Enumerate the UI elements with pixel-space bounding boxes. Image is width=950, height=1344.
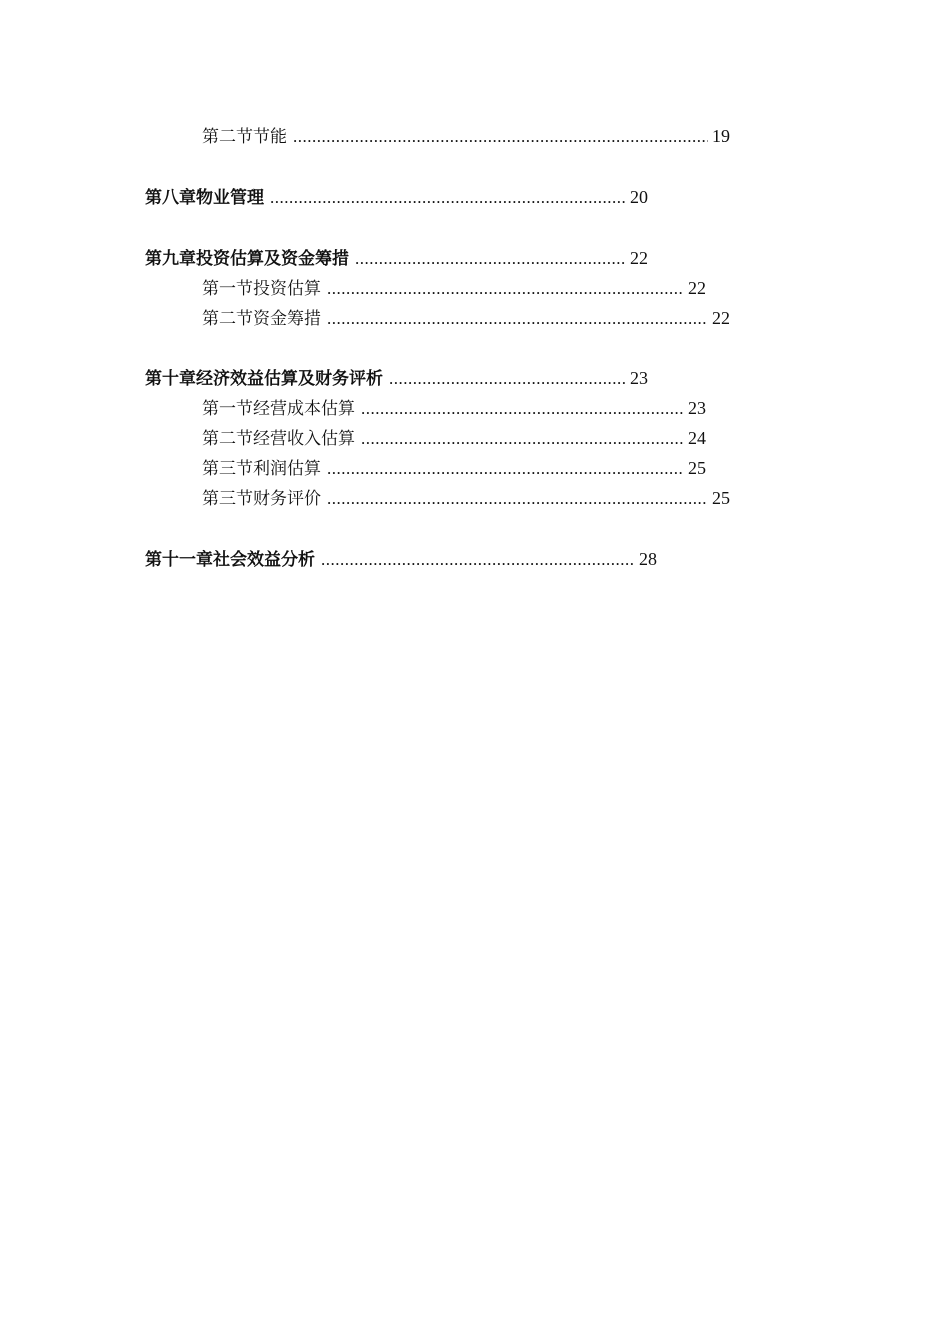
toc-entry-number: 第一节 xyxy=(202,399,253,419)
toc-dot-leader xyxy=(293,124,708,150)
toc-dot-leader xyxy=(327,456,684,482)
toc-dot-leader xyxy=(327,276,684,302)
toc-entry-page: 20 xyxy=(630,187,648,207)
toc-entry-section[interactable] xyxy=(202,455,706,481)
toc-entry-number: 第三节 xyxy=(202,489,253,509)
toc-entry-number: 第二节 xyxy=(202,127,253,147)
toc-entry-title: 利润估算 xyxy=(253,459,321,479)
toc-dot-leader xyxy=(321,547,635,573)
toc-entry-number: 第二节 xyxy=(202,309,253,329)
toc-entry-title: 社会效益分析 xyxy=(213,550,315,570)
toc-entry-section[interactable] xyxy=(202,305,730,331)
toc-entry-title: 经营成本估算 xyxy=(253,399,355,419)
toc-entry-title: 经营收入估算 xyxy=(253,429,355,449)
toc-entry-title: 资金筹措 xyxy=(253,309,321,329)
toc-entry-page: 24 xyxy=(688,428,706,448)
toc-entry-title: 投资估算及资金筹措 xyxy=(196,249,349,269)
toc-dot-leader xyxy=(355,246,626,272)
toc-entry-page: 22 xyxy=(712,308,730,328)
toc-entry-section[interactable] xyxy=(202,395,706,421)
toc-entry-page: 23 xyxy=(630,368,648,388)
toc-entry-title: 节能 xyxy=(253,127,287,147)
toc-entry-section[interactable] xyxy=(202,425,706,451)
toc-dot-leader xyxy=(327,306,708,332)
toc-entry-title: 财务评价 xyxy=(253,489,321,509)
toc-entry-title: 物业管理 xyxy=(196,188,264,208)
toc-dot-leader xyxy=(270,185,626,211)
toc-entry-page: 23 xyxy=(688,398,706,418)
toc-dot-leader xyxy=(327,486,708,512)
toc-entry-chapter[interactable] xyxy=(145,546,657,572)
toc-entry-number: 第十一章 xyxy=(145,550,213,570)
toc-entry-number: 第八章 xyxy=(145,188,196,208)
toc-entry-page: 25 xyxy=(688,458,706,478)
toc-dot-leader xyxy=(361,426,684,452)
toc-entry-number: 第九章 xyxy=(145,249,196,269)
toc-entry-section[interactable] xyxy=(202,123,730,149)
toc-entry-page: 25 xyxy=(712,488,730,508)
toc-entry-number: 第二节 xyxy=(202,429,253,449)
toc-entry-section[interactable] xyxy=(202,485,730,511)
toc-entry-title: 经济效益估算及财务评析 xyxy=(196,369,383,389)
toc-entry-chapter[interactable] xyxy=(145,184,648,210)
toc-dot-leader xyxy=(361,396,684,422)
toc-entry-page: 22 xyxy=(630,248,648,268)
toc-entry-title: 投资估算 xyxy=(253,279,321,299)
toc-entry-chapter[interactable] xyxy=(145,365,648,391)
toc-entry-number: 第十章 xyxy=(145,369,196,389)
toc-entry-page: 22 xyxy=(688,278,706,298)
toc-entry-number: 第一节 xyxy=(202,279,253,299)
toc-entry-page: 19 xyxy=(712,126,730,146)
toc-entry-section[interactable] xyxy=(202,275,706,301)
toc-dot-leader xyxy=(389,366,626,392)
toc-entry-page: 28 xyxy=(639,549,657,569)
toc-entry-chapter[interactable] xyxy=(145,245,648,271)
toc-entry-number: 第三节 xyxy=(202,459,253,479)
